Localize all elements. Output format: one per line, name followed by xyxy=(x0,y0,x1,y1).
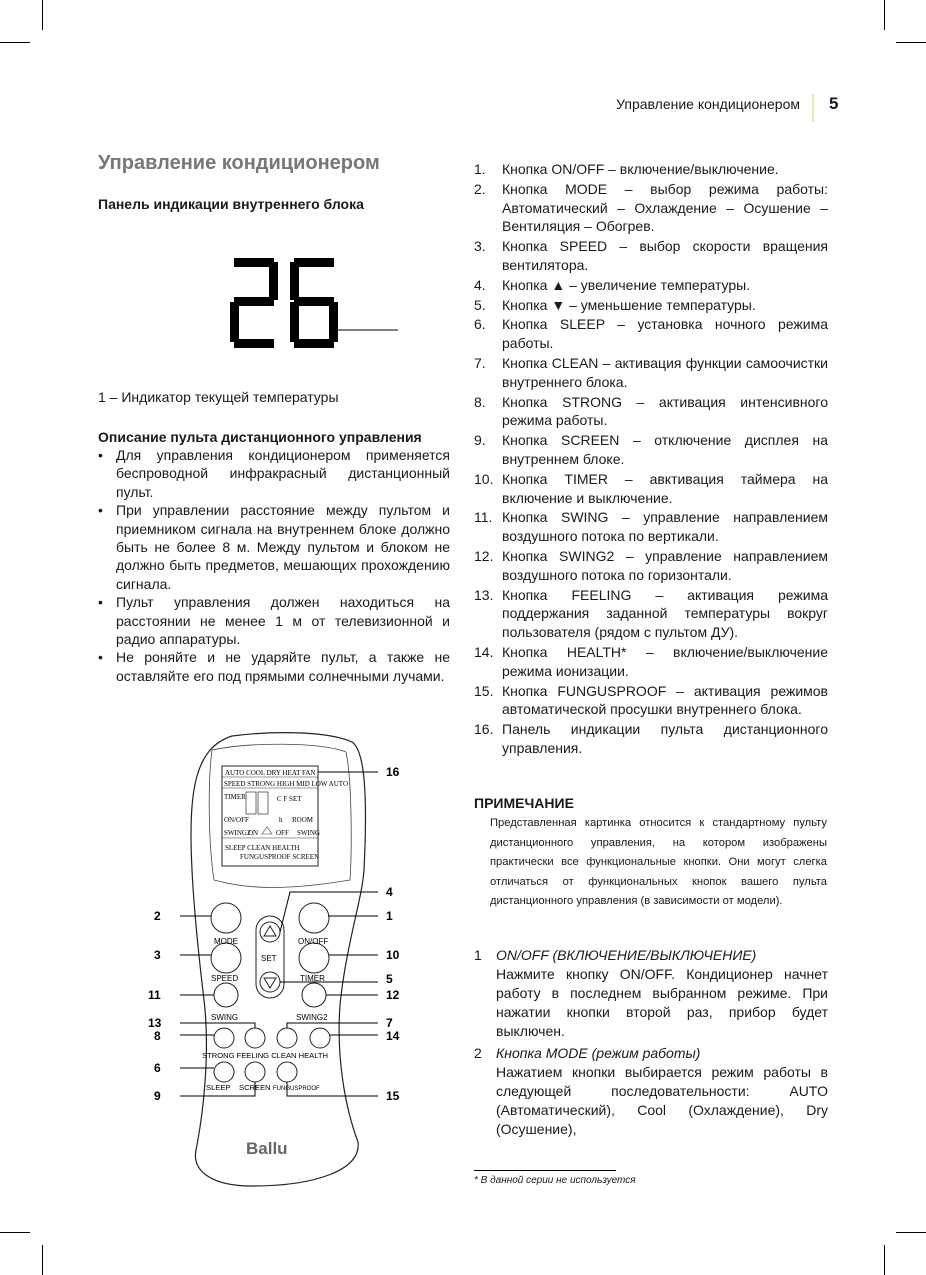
lcd-digits xyxy=(246,792,268,814)
button-list xyxy=(474,160,828,759)
section-title: Управление кондиционером xyxy=(98,152,380,174)
mode-label: MODE xyxy=(214,937,238,946)
lcd-row-fungus: FUNGUSPROOF SCREEN xyxy=(240,853,320,861)
callout-9: 9 xyxy=(154,1089,161,1103)
feeling-button[interactable] xyxy=(245,1028,265,1048)
lcd-on: ON xyxy=(248,829,259,837)
swing2-button[interactable] xyxy=(302,983,326,1007)
crop-mark xyxy=(896,42,926,43)
lcd-row-speed: SPEED STRONG HIGH MID LOW AUTO xyxy=(224,780,348,788)
callout-2: 2 xyxy=(154,909,161,923)
lcd-timer: TIMER xyxy=(224,793,246,801)
lcd-room: ROOM xyxy=(292,816,314,824)
lcd-cf-set: C F SET xyxy=(277,795,302,803)
list-item: • Для управления кондиционером применяется беспроводной инфракрасный дистанционный пульт. xyxy=(98,446,450,501)
swing2-label: SWING2 xyxy=(296,1013,328,1022)
list-item: 11. Кнопка SWING – управление направлением воздушного потока по вертикали. xyxy=(474,509,828,545)
page-number: 5 xyxy=(829,94,839,113)
list-item: 15. Кнопка FUNGUSPROOF – активация режимов автоматической просушки внутреннего блока. xyxy=(474,682,828,718)
callout-16: 16 xyxy=(386,765,400,779)
sleep-label: SLEEP xyxy=(206,1083,231,1092)
remote-title: Описание пульта дистанционного управления xyxy=(98,429,422,445)
note-title: ПРИМЕЧАНИЕ xyxy=(474,795,574,811)
fungusproof-button[interactable] xyxy=(277,1062,297,1082)
mode-button[interactable] xyxy=(211,903,241,933)
health-button[interactable] xyxy=(310,1028,330,1048)
lcd-off: OFF xyxy=(276,829,289,837)
list-item: • Пульт управления должен находиться на расстоянии не менее 1 м от телевизионной и радио аппаратуры. xyxy=(98,593,450,648)
panel-title: Панель индикации внутреннего блока xyxy=(98,196,364,212)
bullet-list xyxy=(98,446,450,685)
list-item: 4. Кнопка ▲ – увеличение температуры. xyxy=(474,276,751,293)
clean-button[interactable] xyxy=(277,1028,297,1048)
swing-button[interactable] xyxy=(214,983,238,1007)
list-item: 16. Панель индикации пульта дистанционного управления. xyxy=(474,721,828,756)
fan-icon xyxy=(262,827,272,834)
onoff-label: ON/OFF xyxy=(298,937,329,946)
crop-mark xyxy=(0,42,30,43)
crop-mark xyxy=(0,1232,30,1233)
fungusproof-label: FUNGUSPROOF xyxy=(273,1086,320,1092)
section-number: 1 xyxy=(474,947,482,963)
brand-logo: Ballu xyxy=(246,1139,288,1158)
section-body: Нажмите кнопку ON/OFF. Кондиционер начнет работу в последнем выбранном режиме. При нажатии кнопки второй раз, прибор будет выключен. xyxy=(496,966,828,1039)
section-heading: ON/OFF (ВКЛЮЧЕНИЕ/ВЫКЛЮЧЕНИЕ) xyxy=(496,947,757,963)
section-number: 2 xyxy=(474,1045,482,1061)
header-title: Управление кондиционером xyxy=(616,96,800,112)
callout-1: 1 xyxy=(386,909,393,923)
list-item: 1. Кнопка ON/OFF – включение/выключение. xyxy=(474,161,779,177)
display-value: 26 xyxy=(228,256,230,257)
list-item: • При управлении расстояние между пультом и приемником сигнала на внутреннем блоке должно быть не более 8 м. Между пультом и блоком не должно быть предметов, мешающих прохождению сигнала. xyxy=(98,501,450,593)
crop-mark xyxy=(42,1245,43,1275)
timer-label: TIMER xyxy=(300,974,325,983)
list-item: 8. Кнопка STRONG – активация интенсивного режима работы. xyxy=(474,393,828,429)
speed-label: SPEED xyxy=(211,974,239,983)
list-item: 6. Кнопка SLEEP – установка ночного режима работы. xyxy=(474,316,828,352)
footnote-rule xyxy=(474,1170,616,1171)
callout-11: 11 xyxy=(148,988,161,1002)
list-item: 13. Кнопка FEELING – активация режима поддержания заданной температуры вокруг пользователя (рядом с пультом ДУ). xyxy=(474,586,828,641)
callout-13: 13 xyxy=(148,1016,162,1030)
callout-10: 10 xyxy=(386,948,400,962)
screen-button[interactable] xyxy=(245,1062,265,1082)
crop-mark xyxy=(896,1232,926,1233)
section-heading: Кнопка MODE (режим работы) xyxy=(496,1045,701,1061)
section-mode xyxy=(474,1044,828,1139)
lcd-hours: h xyxy=(279,816,283,824)
indoor-display xyxy=(228,256,400,352)
callout-7: 7 xyxy=(386,1016,393,1030)
triangle-up-icon xyxy=(264,926,276,936)
note-text: Представленная картинка относится к стандартному пульту дистанционного управления, на котором изображены практически все функциональные кнопки. Они могут слегка отличаться от функциональных кнопок вашего пульта дистанционного управления (в зависимости от модели). xyxy=(490,817,827,908)
screen-label: SCREEN xyxy=(239,1083,271,1092)
strong-button[interactable] xyxy=(214,1028,234,1048)
crop-mark xyxy=(42,0,43,30)
remote-illustration xyxy=(140,730,420,1190)
callout-6: 6 xyxy=(154,1061,161,1075)
speed-button[interactable] xyxy=(211,943,241,973)
crop-mark xyxy=(884,0,885,30)
footnote: * В данной серии не используется xyxy=(474,1175,636,1186)
timer-button[interactable] xyxy=(299,943,329,973)
list-item: 7. Кнопка CLEAN – активация функции самоочистки внутреннего блока. xyxy=(474,354,828,390)
swing-label: SWING xyxy=(211,1013,239,1022)
lcd-row-sleep: SLEEP CLEAN HEALTH xyxy=(225,844,300,852)
row4-labels: STRONG FEELING CLEAN HEALTH xyxy=(202,1051,329,1060)
callout-14: 14 xyxy=(386,1029,400,1043)
list-item: 10. Кнопка TIMER – авктивация таймера на включение и выключение. xyxy=(474,470,828,506)
section-onoff xyxy=(474,946,828,1041)
lcd-row-modes: AUTO COOL DRY HEAT FAN xyxy=(225,769,316,777)
list-item: • Не роняйте и не ударяйте пульт, а также не оставляйте его под прямыми солнечными лучами. xyxy=(98,648,450,685)
section-body: Нажатием кнопки выбирается режим работы в следующей последовательности: AUTO (Автоматический), Cool (Охлаждение), Dry (Осушение), xyxy=(496,1064,828,1137)
list-item: 9. Кнопка SCREEN – отключение дисплея на внутреннем блоке. xyxy=(474,432,828,467)
list-item: 2. Кнопка MODE – выбор режима работы: Автоматический – Охлаждение – Осушение – Вентиляция – Обогрев. xyxy=(474,180,828,235)
list-item: 14. Кнопка HEALTH* – включение/выключение режима ионизации. xyxy=(474,643,828,679)
onoff-button[interactable] xyxy=(299,903,329,933)
lcd-swing: SWING xyxy=(297,829,320,837)
list-item: 5. Кнопка ▼ – уменьшение температуры. xyxy=(474,296,756,313)
callout-3: 3 xyxy=(154,948,161,962)
lcd-onoff: ON/OFF xyxy=(224,816,249,824)
list-item: 3. Кнопка SPEED – выбор скорости вращения вентилятора. xyxy=(474,238,828,273)
callout-8: 8 xyxy=(154,1029,161,1043)
callout-4: 4 xyxy=(386,885,393,899)
list-item: 12. Кнопка SWING2 – управление направлением воздушного потока по горизонтали. xyxy=(474,547,828,583)
callout-15: 15 xyxy=(386,1089,400,1103)
temp-up-button[interactable] xyxy=(260,922,280,942)
callout-12: 12 xyxy=(386,988,400,1002)
header-divider xyxy=(812,94,814,122)
crop-mark xyxy=(884,1245,885,1275)
display-caption: 1 – Индикатор текущей температуры xyxy=(98,389,339,405)
lcd-swing2: SWING2 xyxy=(224,829,251,837)
triangle-down-icon xyxy=(264,978,276,988)
set-label: SET xyxy=(261,954,277,963)
sleep-button[interactable] xyxy=(214,1062,234,1082)
temp-down-button[interactable] xyxy=(260,972,280,992)
callout-5: 5 xyxy=(386,972,393,986)
